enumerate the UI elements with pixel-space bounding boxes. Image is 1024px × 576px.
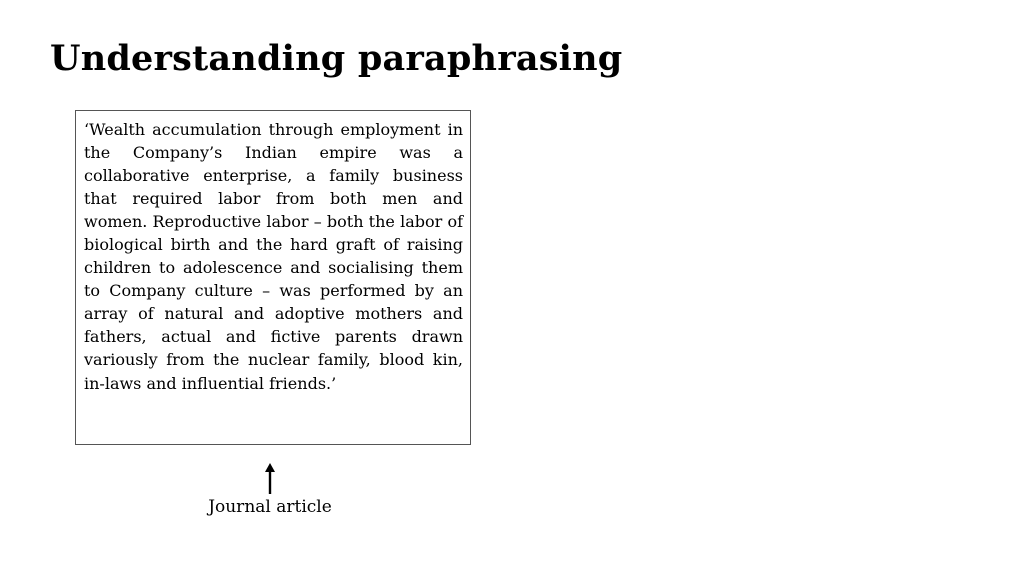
quote-box: [75, 110, 471, 445]
source-caption: Journal article: [208, 497, 332, 517]
quote-text: ‘Wealth accumulation through employment in the Company’s Indian empire was a collaborative enterprise, a family business that required labor from both men and women. Reproductive labor – both the labor of biological birth and the hard graft of raising children to adolescence and socialising them to Company culture – was performed by an array of natural and adoptive mothers and fathers, actual and fictive parents drawn variously from the nuclear family, blood kin, in-laws and influential friends.’: [84, 120, 463, 393]
slide-title: Understanding paraphrasing: [50, 38, 623, 79]
arrow-up-icon: [262, 463, 278, 495]
